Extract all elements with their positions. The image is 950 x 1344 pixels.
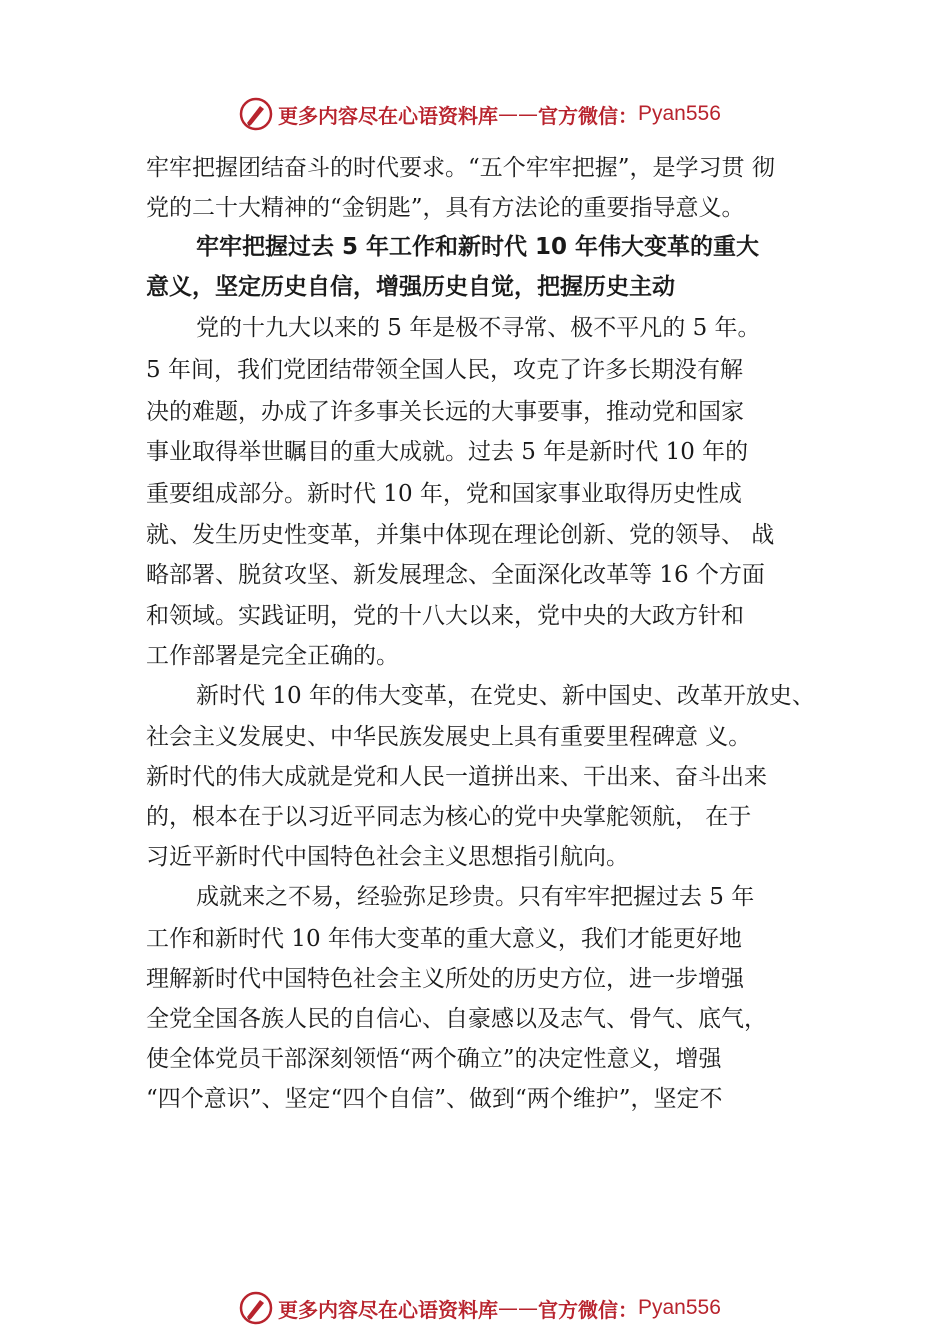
text-line: 牢牢把握团结奋斗的时代要求。“五个牢牢把握”，是学习贯 彻 [146,155,775,181]
banner-text: 更多内容尽在心语资料库 [278,103,498,128]
text-line: 5 年间，我们党团结带领全国人民，攻克了许多长期没有解 [146,357,743,383]
banner-separator: —— [498,102,538,126]
text-line: 重要组成部分。新时代 10 年，党和国家事业取得历史性成 [146,481,742,507]
text-line: 和领域。实践证明，党的十八大以来，党中央的大政方针和 [146,603,744,629]
section-heading: 意义，坚定历史自信，增强历史自觉，把握历史主动 [146,274,675,300]
text-line: 全党全国各族人民的自信心、自豪感以及志气、骨气、底气， [146,1006,767,1032]
section-heading: 牢牢把握过去 5 年工作和新时代 10 年伟大变革的重大 [196,234,760,260]
banner-wechat-id: Pyan556 [638,102,721,125]
text-line: 略部署、脱贫攻坚、新发展理念、全面深化改革等 16 个方面 [146,562,765,588]
text-line: 的，根本在于以习近平同志为核心的党中央掌舵领航， 在于 [146,804,752,830]
text-line: 决的难题，办成了许多事关长远的大事要事，推动党和国家 [146,399,744,425]
banner-label: 官方微信： [538,103,638,128]
text-line: 党的二十大精神的“金钥匙”，具有方法论的重要指导意义。 [146,195,745,221]
banner-text: 更多内容尽在心语资料库 [278,1297,498,1322]
text-line: 事业取得举世瞩目的重大成就。过去 5 年是新时代 10 年的 [146,439,749,465]
pen-logo-icon [238,96,274,132]
text-line: 习近平新时代中国特色社会主义思想指引航向。 [146,844,629,870]
text-line: 成就来之不易，经验弥足珍贵。只有牢牢把握过去 5 年 [196,884,755,910]
text-line: 工作部署是完全正确的。 [146,643,399,669]
text-line: 就、发生历史性变革，并集中体现在理论创新、党的领导、 战 [146,522,775,548]
header-banner [0,96,950,136]
text-line: 理解新时代中国特色社会主义所处的历史方位，进一步增强 [146,966,744,992]
text-line: 新时代的伟大成就是党和人民一道拼出来、干出来、奋斗出来 [146,764,767,790]
banner-separator: —— [498,1296,538,1320]
banner-wechat-id: Pyan556 [638,1296,721,1319]
text-line: “四个意识”、坚定“四个自信”、做到“两个维护”，坚定不 [146,1086,723,1112]
text-line: 社会主义发展史、中华民族发展史上具有重要里程碑意 义。 [146,724,752,750]
text-line: 使全体党员干部深刻领悟“两个确立”的决定性意义，增强 [146,1046,722,1072]
text-line: 工作和新时代 10 年伟大变革的重大意义，我们才能更好地 [146,926,742,952]
pen-logo-icon [238,1290,274,1326]
banner-label: 官方微信： [538,1297,638,1322]
footer-banner [0,1290,950,1330]
text-line: 新时代 10 年的伟大变革，在党史、新中国史、改革开放史、 [196,683,815,709]
text-line: 党的十九大以来的 5 年是极不寻常、极不平凡的 5 年。 [196,315,761,341]
